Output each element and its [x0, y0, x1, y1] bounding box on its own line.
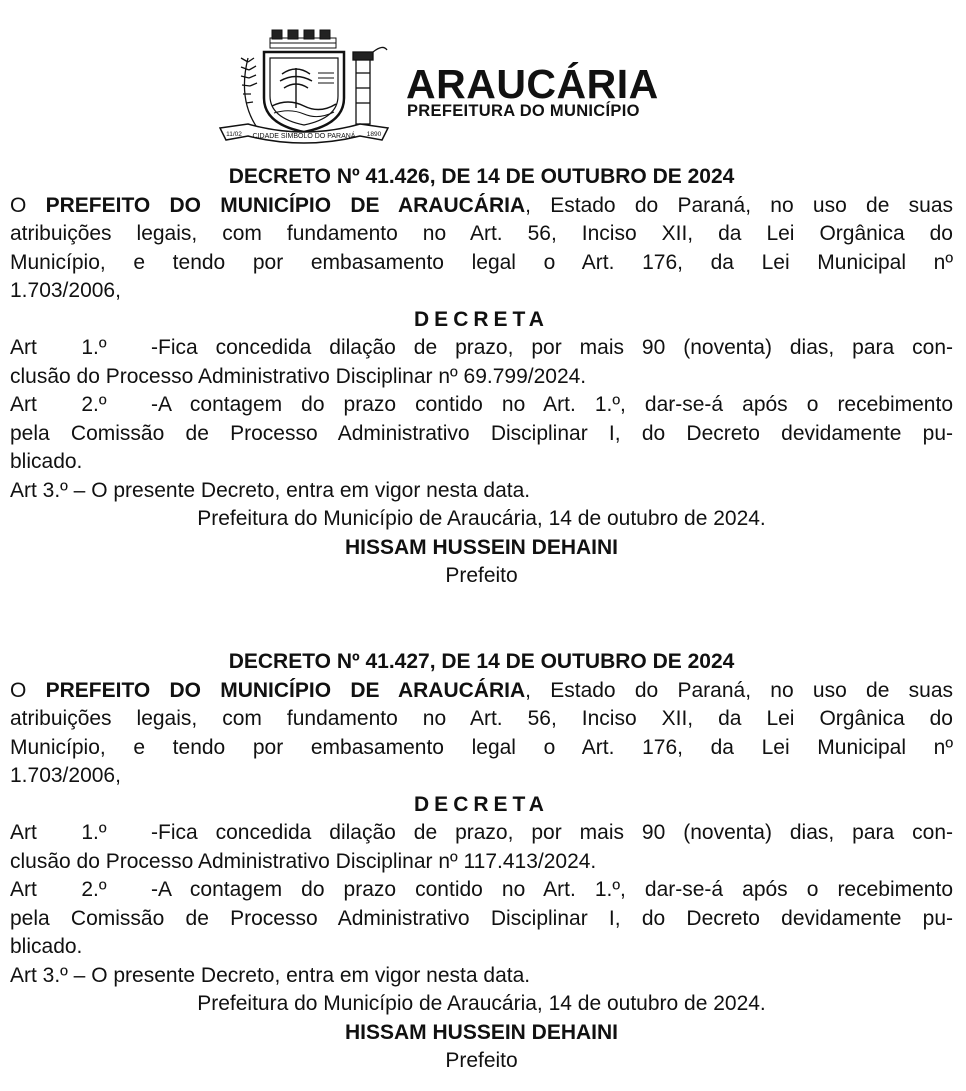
- article-2-continued: blicado.: [10, 450, 83, 473]
- article-number: Art 2.º -: [10, 878, 158, 901]
- crest-date-left: 11/02: [226, 131, 242, 138]
- decree-intro-line: atribuições legais, com fundamento no Art. 56, Inciso XII, da Lei Orgânica do: [10, 707, 953, 730]
- article-1: Art 1.º -Fica concedida dilação de prazo, por mais 90 (noventa) dias, para con-: [10, 334, 953, 363]
- article-2: Art 2.º -A contagem do prazo contido no Art. 1.º, dar-se-á após o recebimento: [10, 391, 953, 420]
- decreta-heading: DECRETA: [414, 307, 549, 331]
- article-1: Art 1.º -Fica concedida dilação de prazo, por mais 90 (noventa) dias, para con-: [10, 819, 953, 848]
- wheat-icon: [241, 58, 257, 126]
- article-number: Art 1.º -: [10, 821, 158, 844]
- decree-block: [10, 648, 953, 1076]
- decree-intro-line: 1.703/2006,: [10, 764, 121, 787]
- article-2: Art 2.º -A contagem do prazo contido no Art. 1.º, dar-se-á após o recebimento: [10, 876, 953, 905]
- decree-intro-line: Município, e tendo por embasamento legal o Art. 176, da Lei Municipal nº: [10, 250, 953, 274]
- decree-intro-line: O PREFEITO DO MUNICÍPIO DE ARAUCÁRIA, Estado do Paraná, no uso de suas: [10, 678, 953, 702]
- crest-date-right: 1890: [366, 131, 382, 138]
- article-2-continued: pela Comissão de Processo Administrativo Disciplinar I, do Decreto devidamente pu-: [10, 421, 953, 445]
- decree-title: DECRETO Nº 41.427, DE 14 DE OUTUBRO DE 2024: [228, 650, 735, 673]
- crest-motto: CIDADE SÍMBOLO DO PARANÁ: [252, 133, 356, 140]
- mayor-title: PREFEITO DO MUNICÍPIO DE ARAUCÁRIA: [45, 678, 526, 702]
- place-and-date: Prefeitura do Município de Araucária, 14 de outubro de 2024.: [197, 992, 766, 1015]
- decree-intro-line: atribuições legais, com fundamento no Art. 56, Inciso XII, da Lei Orgânica do: [10, 222, 953, 245]
- signer-name: HISSAM HUSSEIN DEHAINI: [344, 1020, 619, 1044]
- article-2-continued: blicado.: [10, 935, 83, 958]
- chimney-tower-icon: [353, 47, 387, 124]
- article-1-continued: clusão do Processo Administrativo Disciplinar nº 117.413/2024.: [10, 849, 597, 873]
- crown-icon: [270, 30, 336, 48]
- decree-title: DECRETO Nº 41.426, DE 14 DE OUTUBRO DE 2024: [228, 165, 735, 188]
- decree-intro-line: Município, e tendo por embasamento legal o Art. 176, da Lei Municipal nº: [10, 735, 953, 759]
- decree-intro-line: O PREFEITO DO MUNICÍPIO DE ARAUCÁRIA, Estado do Paraná, no uso de suas: [10, 193, 953, 217]
- mayor-title: PREFEITO DO MUNICÍPIO DE ARAUCÁRIA: [45, 193, 526, 217]
- page-header: [0, 0, 966, 150]
- municipality-subtitle: PREFEITURA DO MUNICÍPIO: [407, 102, 640, 120]
- signer-name: HISSAM HUSSEIN DEHAINI: [344, 535, 619, 559]
- municipality-name: ARAUCÁRIA: [406, 61, 659, 107]
- article-number: Art 1.º -: [10, 336, 158, 359]
- shield-icon: [264, 52, 344, 132]
- article-3: Art 3.º – O presente Decreto, entra em vigor nesta data.: [10, 963, 531, 987]
- article-2-continued: pela Comissão de Processo Administrativo Disciplinar I, do Decreto devidamente pu-: [10, 906, 953, 930]
- decree-intro-line: 1.703/2006,: [10, 279, 121, 302]
- signer-role: Prefeito: [445, 564, 518, 587]
- municipal-crest-logo: [218, 28, 390, 144]
- article-3: Art 3.º – O presente Decreto, entra em vigor nesta data.: [10, 478, 531, 502]
- decree-block: [10, 163, 953, 591]
- decreta-heading: DECRETA: [414, 792, 549, 816]
- place-and-date: Prefeitura do Município de Araucária, 14 de outubro de 2024.: [197, 507, 766, 530]
- signer-role: Prefeito: [445, 1049, 518, 1072]
- article-number: Art 2.º -: [10, 393, 158, 416]
- article-1-continued: clusão do Processo Administrativo Disciplinar nº 69.799/2024.: [10, 364, 587, 388]
